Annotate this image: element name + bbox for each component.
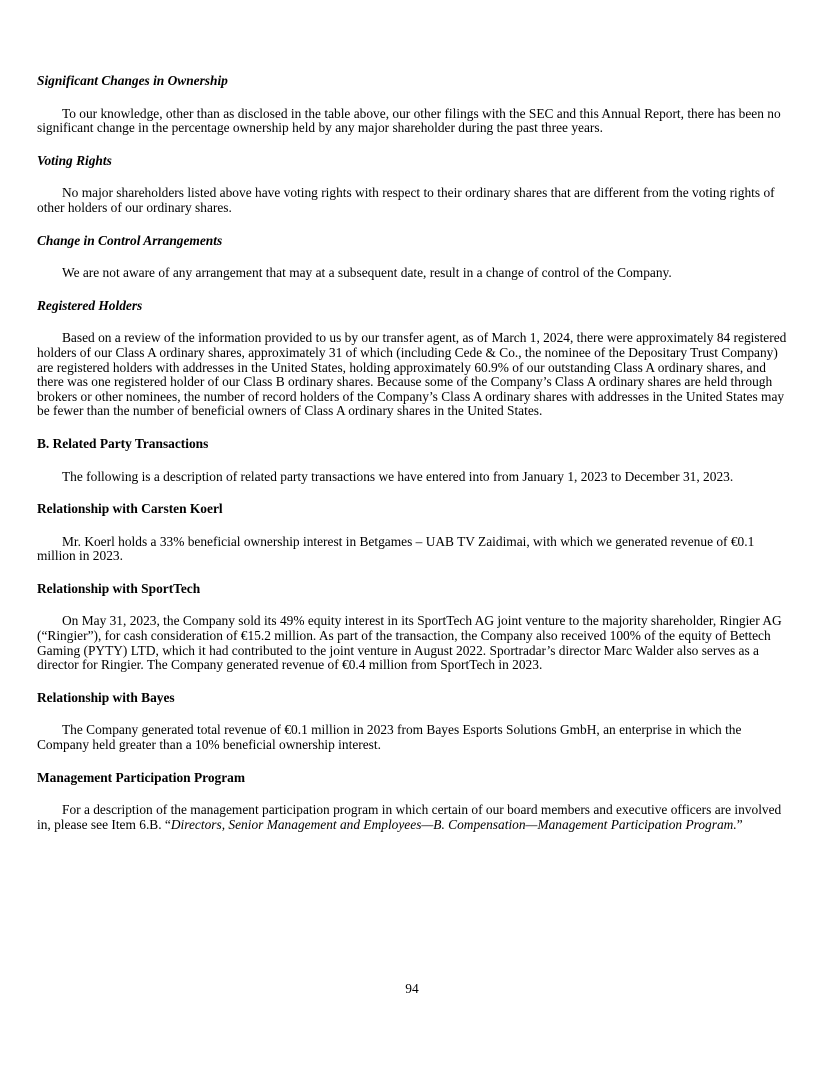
heading-relationship-sporttech: Relationship with SportTech — [37, 580, 201, 596]
paragraph-related-party-intro: The following is a description of related party transactions we have entered into from January 1, 2023 to December 31, 2023. — [62, 468, 734, 484]
paragraph-registered-holders: Based on a review of the information provided to us by our transfer agent, as of March 1, 2024, there were approximately 84 registered holders of our Class A ordinary shares, approximately 31 of which (including Cede & Co., the nominee of the Depositary Trust Company) are registered holders with addresses in the United States, holding approximately 60.9% of our outstanding Class A ordinary shares, and there was one registered holder of our Class B ordinary shares. Because some of the Company’s Class A ordinary shares are held through brokers or other nominees, the number of record holders of the Company’s Class A ordinary shares with addresses in the United States may be fewer than the number of beneficial owners of Class A ordinary shares in the United States. — [37, 330, 787, 419]
paragraph-voting-rights: No major shareholders listed above have voting rights with respect to their ordinary shares that are different from the voting rights of other holders of our ordinary shares. — [37, 185, 775, 215]
paragraph-bayes: The Company generated total revenue of €0.1 million in 2023 from Bayes Esports Solutions GmbH, an enterprise in which the Company held greater than a 10% beneficial ownership interest. — [37, 722, 742, 753]
paragraph-management-participation — [37, 803, 791, 832]
mpp-italic-cross-reference: Directors, Senior Management and Employees—B. Compensation—Management Participation Program. — [170, 816, 737, 832]
page-number: 94 — [405, 981, 419, 996]
heading-voting-rights: Voting Rights — [37, 152, 112, 168]
paragraph-significant-changes: To our knowledge, other than as disclosed in the table above, our other filings with the SEC and this Annual Report, there has been no significant change in the percentage ownership held by any major shareholder during the past three years. — [37, 105, 781, 136]
heading-registered-holders: Registered Holders — [37, 297, 143, 313]
heading-relationship-bayes: Relationship with Bayes — [37, 689, 175, 705]
heading-significant-changes-in-ownership: Significant Changes in Ownership — [37, 73, 228, 88]
mpp-closing-quote: ” — [736, 816, 743, 832]
paragraph-carsten-koerl: Mr. Koerl holds a 33% beneficial ownership interest in Betgames – UAB TV Zaidimai, with which we generated revenue of €0.1 million in 2023. — [37, 533, 755, 564]
mpp-text-lead: For a description of the management participation program in which certain of our board members and executive officers are involved in, please see Item 6.B. “ — [37, 802, 782, 832]
heading-change-in-control-arrangements: Change in Control Arrangements — [37, 232, 223, 248]
heading-related-party-transactions: B. Related Party Transactions — [37, 435, 209, 451]
heading-management-participation-program: Management Participation Program — [37, 769, 246, 785]
paragraph-sporttech: On May 31, 2023, the Company sold its 49% equity interest in its SportTech AG joint venture to the majority shareholder, Ringier AG (“Ringier”), for cash consideration of €15.2 million. As part of the transaction, the Company also received 100% of the equity of Bettech Gaming (PYTY) LTD, which it had contributed to the joint venture in August 2022. Sportradar’s director Marc Walder also serves as a director for Ringier. The Company generated revenue of €0.4 million from SportTech in 2023. — [37, 613, 782, 673]
paragraph-change-in-control: We are not aware of any arrangement that may at a subsequent date, result in a change of control of the Company. — [62, 265, 672, 281]
heading-relationship-carsten-koerl: Relationship with Carsten Koerl — [37, 501, 223, 517]
page-content — [37, 74, 791, 850]
page-footer — [0, 982, 824, 997]
